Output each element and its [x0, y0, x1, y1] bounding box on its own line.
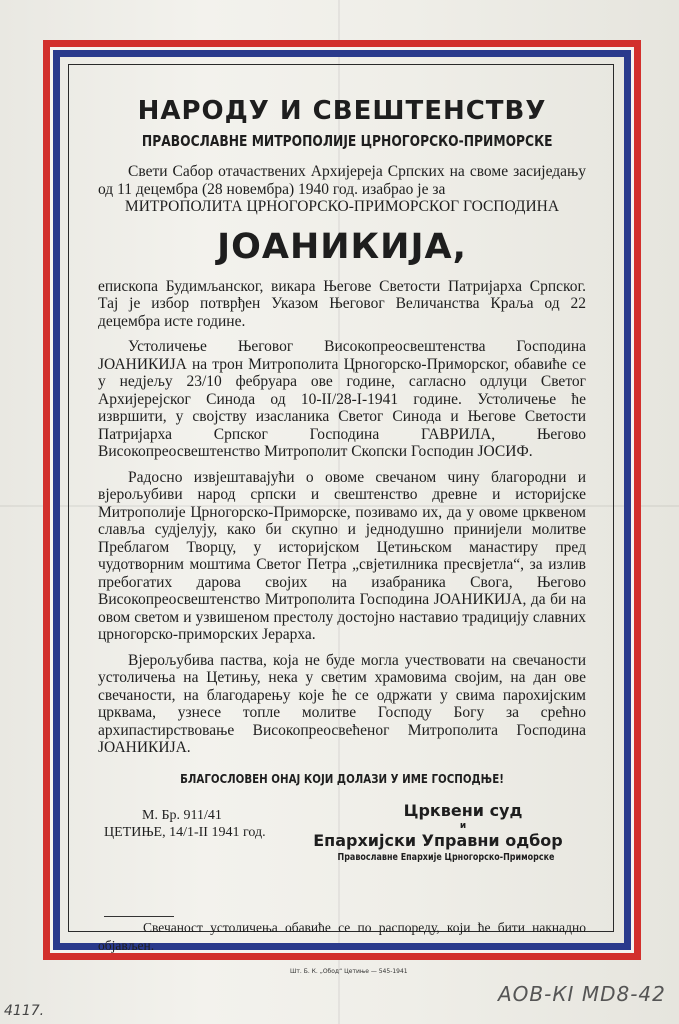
issuer-block	[288, 801, 588, 864]
footnote: Свечаност устоличења обавиће се по распореду, који ће бити накнадно објављен.	[98, 919, 586, 953]
issuer-conjunction: и	[459, 820, 467, 831]
intro-caps-line: МИТРОПОЛИТА ЦРНОГОРСКО-ПРИМОРСКОГ ГОСПОДИНА	[124, 198, 560, 215]
paragraph-invitation: Радосно извјештавајући о овоме свечаном чину благородни и вјерољубиви народ српски и свештенство древне и историјске Митрополије Црногорско-Приморске, позивамо их, да у овоме црквеном славља судјелују, како би скупно и једнодушно принијели молитве Преблагом Творцу, у историјском Цетињском манастиру пред чудотворним моштима Светог Петра „свјетилника пресвјетла“, за излив пребогатих дарова својих на изабраника Свога, Његово Високопреосвештенство Митрополита Господина ЈОАНИКИЈА, да би на овом светом и узвишеном престолу достојно наставио традицију славних црногорско-приморских Јерарха.	[98, 468, 586, 643]
footnote-divider	[104, 916, 174, 917]
eparchy-name: Православне Епархије Црногорско-Приморске	[337, 851, 555, 863]
reference-block	[104, 807, 266, 841]
church-court: Црквени суд	[403, 800, 523, 820]
place-date: ЦЕТИЊЕ, 14/1-II 1941 год.	[104, 824, 266, 840]
metropolitan-name: ЈОАНИКИЈА,	[217, 226, 467, 267]
page-handwritten-mark: 4117.	[4, 1003, 45, 1019]
paragraph-after-name: епископа Будимљанског, викара Његове Светости Патријарха Српског. Тај је избор потврђен Указом Његовог Величанства Краља од 22 децембра исте године.	[98, 277, 586, 330]
paragraph-enthronement: Устоличење Његовог Високопреосвештенства Господина ЈОАНИКИЈА на трон Митрополита Црногорско-Приморског, обавиће се у недјељу 23/10 фебруара ове године, сагласно одлуци Светог Архијерејског Синода од 10-II/28-I-1941 године. Устоличење ће извршити, у својству изасланика Светог Синода и Његове Светости Патријарха Српског Господина ГАВРИЛА, Његово Високопреосвештенство Митрополит Скопски Господин ЈОСИФ.	[98, 338, 586, 460]
paragraph-flock: Вјерољубива паства, која не буде могла учествовати на свечаности устоличења на Цетињу, нека у светим храмовима својим, на дан ове свечаности, на благодарењу које ће се одржати у свима парохијским црквама, узнесе топле молитве Господу Богу за срећно архипастирствовање Високопреосвећеног Митрополита Господина ЈОАНИКИЈА.	[98, 651, 586, 756]
blessing-line: БЛАГОСЛОВЕН ОНАЈ КОЈИ ДОЛАЗИ У ИМЕ ГОСПОДЊЕ!	[180, 770, 504, 786]
intro-paragraph: Свети Сабор отачаствених Архијереја Српских на своме засиједању од 11 децембра (28 новембра) 1940 год. изабрао је за	[98, 163, 586, 198]
archive-handwritten-mark: АОВ-КI МD8-42	[498, 982, 666, 1006]
poster-title: НАРОДУ И СВЕШТЕНСТВУ	[137, 96, 547, 126]
eparchial-board: Епархијски Управни одбор	[313, 830, 563, 850]
signature-block	[98, 801, 586, 896]
reference-number: М. Бр. 911/41	[142, 807, 222, 823]
poster-content	[98, 95, 586, 955]
printer-imprint: Шт. Б. К. „Обод“ Цетиње — 545-1941	[290, 968, 408, 975]
poster-subtitle: ПРАВОСЛАВНЕ МИТРОПОЛИЈЕ ЦРНОГОРСКО-ПРИМОРСКЕ	[141, 132, 553, 150]
